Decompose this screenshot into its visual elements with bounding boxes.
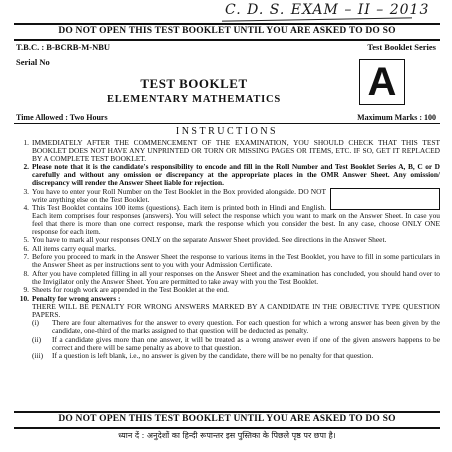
instruction-item xyxy=(16,270,440,286)
penalty-point-text: There are four alternatives for the answer to every question. For each question for which a wrong answer has been given by the candidate, one-third of the marks assigned to that question will be deducted as penalty. xyxy=(52,318,440,336)
bottom-warning-banner: DO NOT OPEN THIS TEST BOOKLET UNTIL YOU ARE ASKED TO DO SO xyxy=(58,414,396,424)
instruction-text: You have to enter your Roll Number on the Test Booklet in the Box provided alongside. DO NOT write anything else on the Test Booklet. xyxy=(32,186,326,204)
penalty-point-text: If a question is left blank, i.e., no answer is given by the candidate, there will be no penalty for that question. xyxy=(52,351,374,361)
penalty-point-number: (iii) xyxy=(32,351,44,361)
instruction-number: 6. xyxy=(23,243,29,253)
series-letter: A xyxy=(367,60,397,104)
series-label: Test Booklet Series xyxy=(367,42,436,52)
penalty-point-number: (i) xyxy=(32,318,39,328)
tbc-code: T.B.C. : B-BCRB-M-NBU xyxy=(16,42,111,52)
header-rule xyxy=(14,123,440,124)
instruction-text: All items carry equal marks. xyxy=(32,243,116,253)
instruction-number: 10. xyxy=(19,293,29,303)
top-banner-rule xyxy=(14,39,440,41)
instruction-item xyxy=(16,253,440,269)
top-warning-banner: DO NOT OPEN THIS TEST BOOKLET UNTIL YOU ARE ASKED TO DO SO xyxy=(58,26,396,36)
subject-title: ELEMENTARY MATHEMATICS xyxy=(106,94,282,105)
penalty-point xyxy=(16,352,440,360)
instruction-item xyxy=(16,204,440,236)
instructions-list xyxy=(16,139,440,361)
time-allowed: Time Allowed : Two Hours xyxy=(16,113,108,122)
instruction-number: 3. xyxy=(23,186,29,196)
instruction-text: This Test Booklet contains 100 items (questions). Each item is printed both in Hindi and English. Each item comprises four responses (answers). You will select the response which you want to mark on the Answer Sheet. In case you feel that there is more than one correct response, mark the response which you consider the best. In any case, choose ONLY ONE response for each item. xyxy=(32,203,440,236)
instruction-number: 5. xyxy=(23,235,29,245)
bottom-rule-top xyxy=(14,411,440,413)
top-rule xyxy=(14,23,440,25)
penalty-point xyxy=(16,336,440,352)
penalty-point-text: If a candidate gives more than one answer, it will be treated as a wrong answer even if one of the given answers happens to be correct and there will be same penalty as above to that question. xyxy=(52,334,440,352)
instruction-item xyxy=(16,139,440,163)
instruction-number: 1. xyxy=(23,138,29,147)
instruction-item xyxy=(16,163,440,187)
instruction-text: IMMEDIATELY AFTER THE COMMENCEMENT OF THE EXAMINATION, YOU SHOULD CHECK THAT THIS TEST BOOKLET DOES NOT HAVE ANY UNPRINTED OR TORN OR MISSING PAGES OR ITEMS, ETC. IF SO, GET IT REPLACED BY A COMPLETE TEST BOOKLET. xyxy=(32,138,440,163)
penalty-point xyxy=(16,319,440,335)
instruction-item xyxy=(16,188,440,204)
instruction-number: 2. xyxy=(23,162,29,172)
booklet-title: TEST BOOKLET xyxy=(140,76,248,91)
instruction-text: Before you proceed to mark in the Answer Sheet the response to various items in the Test Booklet, you have to fill in some particulars in the Answer Sheet as per instructions sent to you with your Admission Certificate. xyxy=(32,252,440,270)
bottom-rule xyxy=(14,427,440,429)
instruction-number: 4. xyxy=(23,203,29,213)
penalty-intro: THERE WILL BE PENALTY FOR WRONG ANSWERS MARKED BY A CANDIDATE IN THE OBJECTIVE TYPE QUESTION PAPERS. xyxy=(32,302,440,319)
instruction-text: After you have completed filling in all your responses on the Answer Sheet and the examination has concluded, you should hand over to the Invigilator only the Answer Sheet. You are permitted to take away with you the Test Booklet. xyxy=(32,268,440,286)
instruction-text: Penalty for wrong answers : xyxy=(32,293,121,303)
instruction-text: Please note that it is the candidate's responsibility to encode and fill in the Roll Number and Test Booklet Series A, B, C or D carefully and without any omission or discrepancy at the appropriate places in the OMR Answer Sheet. Any omission/ discrepancy will render the Answer Sheet liable for rejection. xyxy=(32,162,440,188)
instruction-number: 8. xyxy=(23,268,29,278)
serial-number-label: Serial No xyxy=(16,57,50,67)
maximum-marks: Maximum Marks : 100 xyxy=(357,113,436,122)
instruction-number: 9. xyxy=(23,285,29,295)
penalty-point-number: (ii) xyxy=(32,334,42,344)
instruction-number: 7. xyxy=(23,252,29,262)
instructions-heading: INSTRUCTIONS xyxy=(175,126,279,137)
instruction-text: Sheets for rough work are appended in the Test Booklet at the end. xyxy=(32,285,229,295)
handwritten-exam-note: C. D. S. EXAM – II – 2013 xyxy=(225,2,430,18)
hindi-note: ध्यान दें : अनुदेशों का हिन्दी रूपान्तर इस पुस्तिका के पिछले पृष्ठ पर छपा है। xyxy=(118,431,336,440)
instruction-text: You have to mark all your responses ONLY on the separate Answer Sheet provided. See directions in the Answer Sheet. xyxy=(32,235,387,245)
